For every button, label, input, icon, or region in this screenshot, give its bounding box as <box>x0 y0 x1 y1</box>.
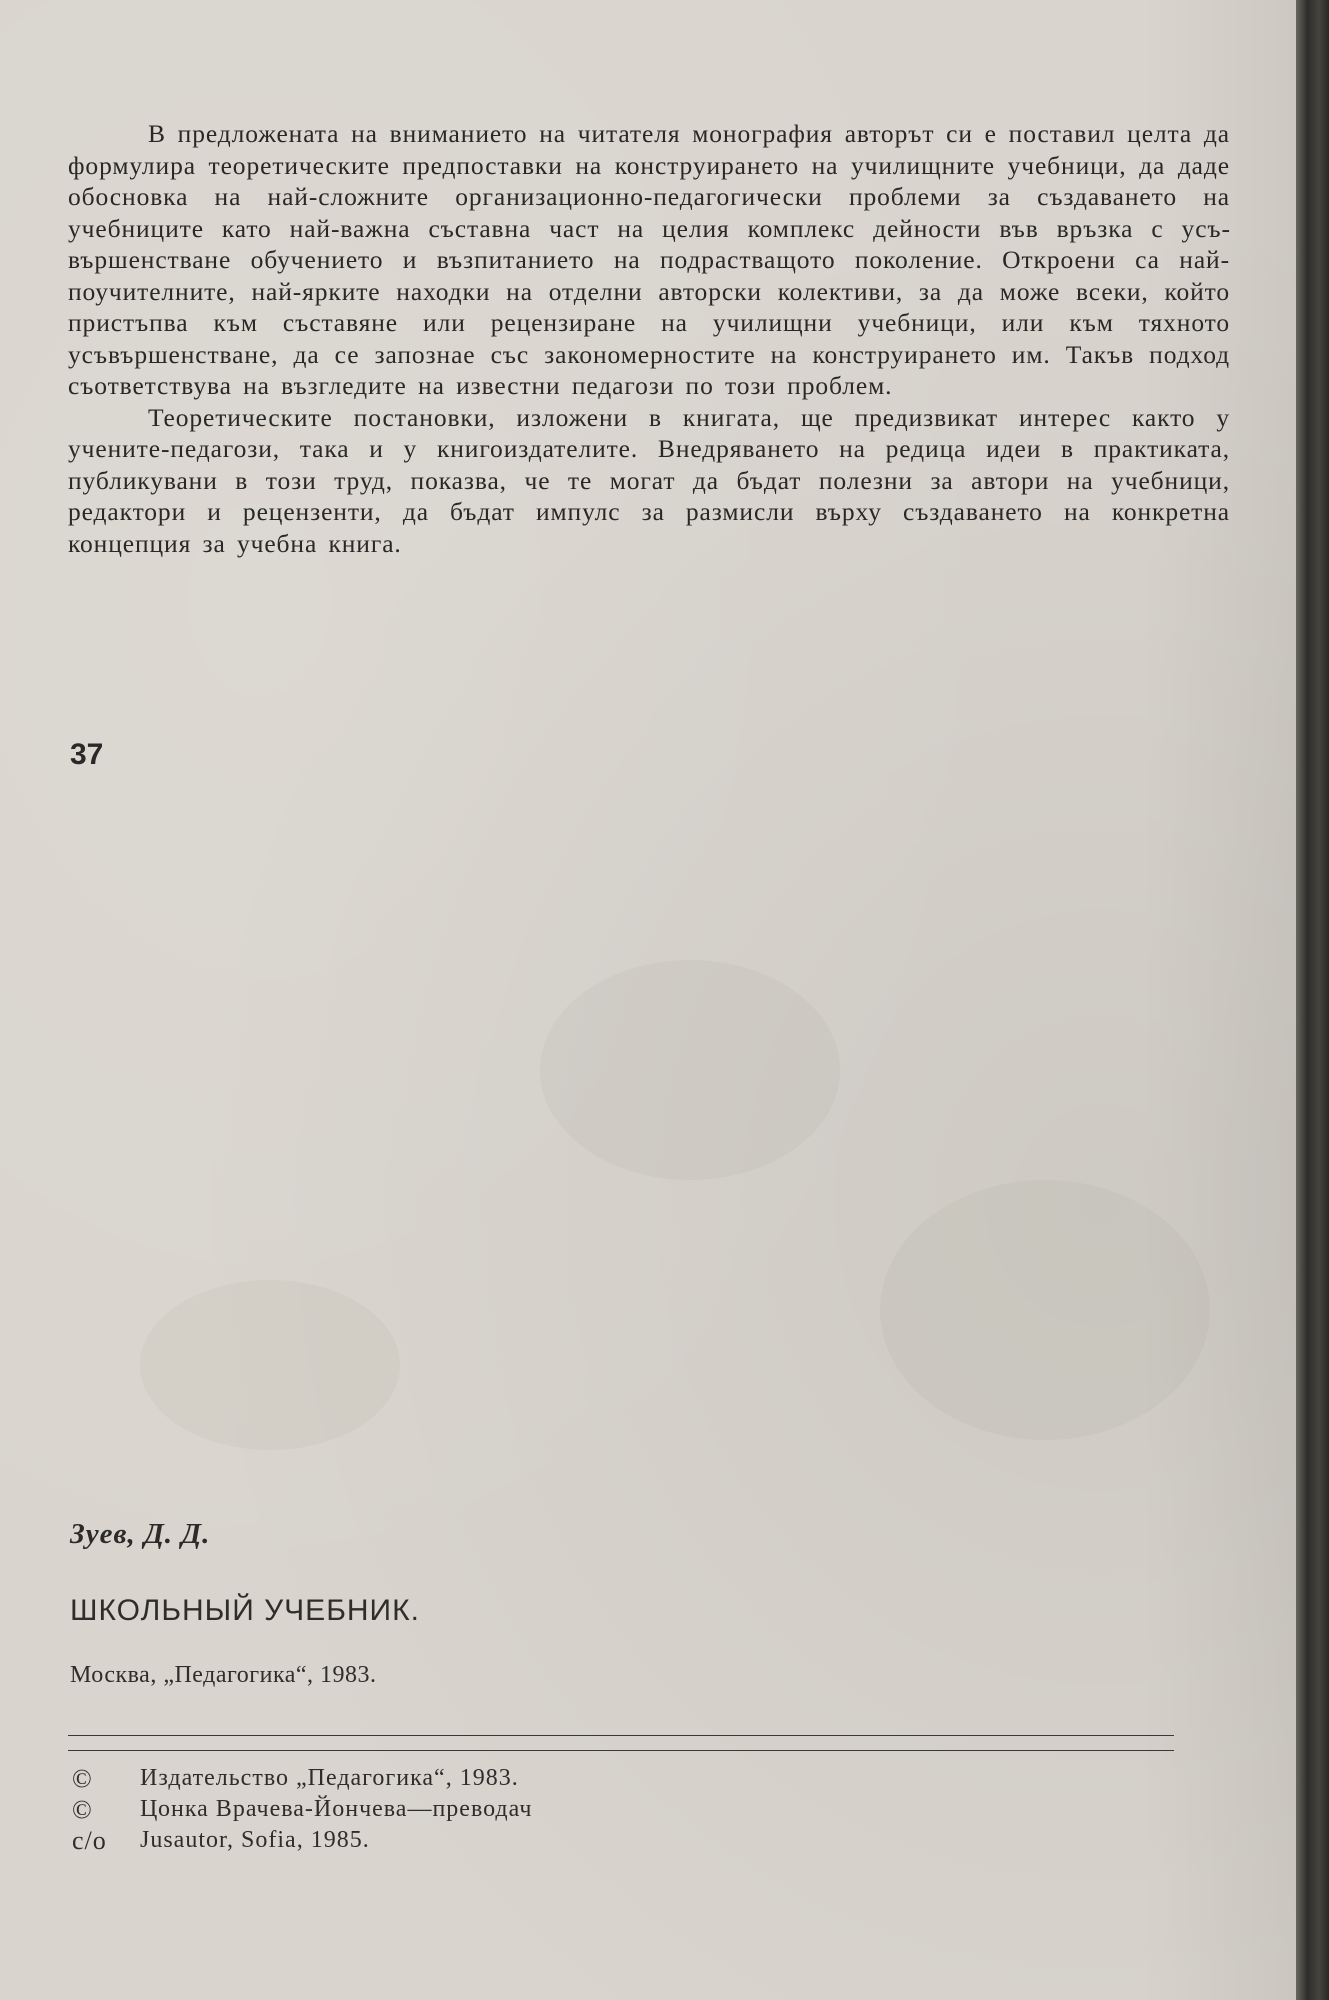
paper-stain <box>540 960 840 1180</box>
copyright-text: Цонка Врачева-Йончева—преводач <box>140 1796 533 1822</box>
copyright-line <box>72 1825 532 1856</box>
original-title: ШКОЛЬНЫЙ УЧЕБНИК. <box>70 1594 420 1627</box>
page-number: 37 <box>70 738 104 771</box>
copyright-text: Jusautor, Sofia, 1985. <box>140 1827 370 1853</box>
original-publisher: Москва, „Педагогика“, 1983. <box>70 1662 377 1688</box>
copyright-icon: © <box>72 1764 93 1793</box>
paper-stain <box>880 1180 1210 1440</box>
divider-line <box>68 1750 1174 1751</box>
copyright-text: Издательство „Педагогика“, 1983. <box>140 1765 519 1791</box>
paragraph-1: В предложената на вниманието на читателя монография авторът си е поставил целта да формулира теоретическите предпоставки на конструирането на училищните учебници, да даде обосновка на най-сложните организационно-педагогически проблеми за създаването на учебниците като най-важна съставна част на целия комплекс дейности във връзка с усъвършенстване обучението и възпитанието на подрастващото поколение. Откроени са най-поучителните, най-ярките находки на отделни авторски колективи, за да може всеки, който пристъпва към съставяне или рецензиране на училищни учебници, или към тяхното усъвършенстване, да се запознае със закономерностите на конструирането им. Такъв подход съответствува на възгледите на известни педагози по този проблем. <box>68 119 1230 400</box>
divider-line <box>68 1735 1174 1736</box>
annotation-text <box>68 118 1230 559</box>
copyright-line <box>72 1794 532 1825</box>
paper-stain <box>140 1280 400 1450</box>
care-of-label: c/o <box>72 1826 107 1855</box>
copyright-line <box>72 1763 532 1794</box>
copyright-icon: © <box>72 1795 93 1824</box>
original-author: Зуев, Д. Д. <box>70 1518 211 1550</box>
copyright-block <box>72 1763 532 1856</box>
book-gutter <box>1296 0 1329 2000</box>
paragraph-2: Теоретическите постановки, изложени в книгата, ще предизвикат интерес както у учените-педагози, така и у книгоиздателите. Внедряването на редица идеи в практиката, публикувани в този труд, показва, че те могат да бъдат полезни за автори на учебници, редактори и рецензенти, да бъдат импулс за размисли върху създаването на конкретна концепция за учебна книга. <box>68 402 1230 558</box>
